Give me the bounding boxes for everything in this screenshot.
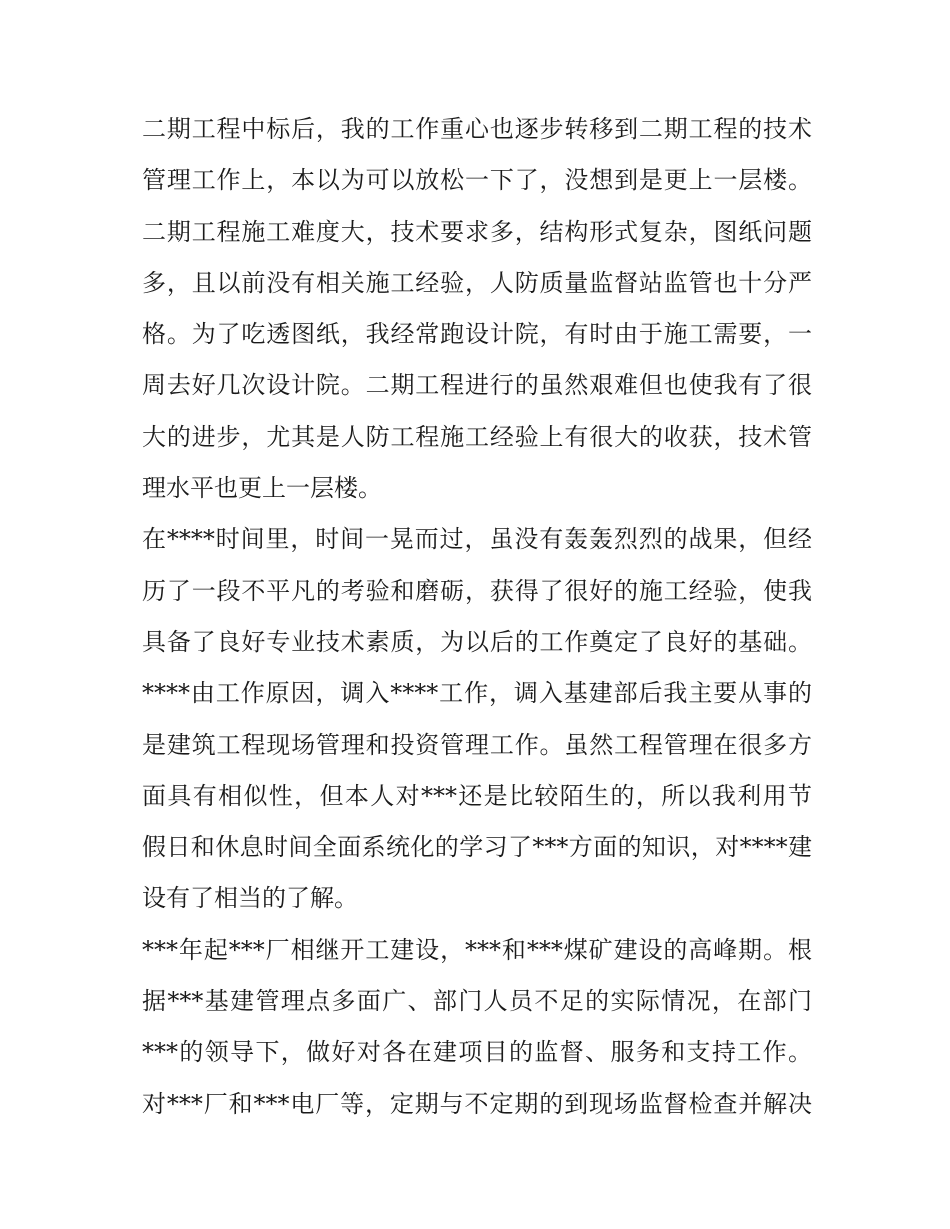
text-line: 假日和休息时间全面系统化的学习了***方面的知识，对****建 bbox=[142, 833, 812, 862]
text-line: ***年起***厂相继开工建设，***和***煤矿建设的高峰期。根 bbox=[142, 935, 812, 964]
text-line: 据***基建管理点多面广、部门人员不足的实际情况，在部门 bbox=[142, 987, 812, 1016]
text-line: 历了一段不平凡的考验和磨砺，获得了很好的施工经验，使我 bbox=[142, 576, 812, 605]
text-line: 是建筑工程现场管理和投资管理工作。虽然工程管理在很多方 bbox=[142, 730, 812, 759]
text-line: 对***厂和***电厂等，定期与不定期的到现场监督检查并解决 bbox=[142, 1089, 812, 1118]
text-line: 二期工程施工难度大，技术要求多，结构形式复杂，图纸问题 bbox=[142, 217, 812, 246]
text-line: ****由工作原因，调入****工作，调入基建部后我主要从事的 bbox=[142, 679, 812, 708]
text-line: 设有了相当的了解。 bbox=[142, 884, 358, 913]
text-line: 格。为了吃透图纸，我经常跑设计院，有时由于施工需要，一 bbox=[142, 320, 812, 349]
text-line: 具备了良好专业技术素质，为以后的工作奠定了良好的基础。 bbox=[142, 627, 812, 656]
text-line: 周去好几次设计院。二期工程进行的虽然艰难但也使我有了很 bbox=[142, 371, 812, 400]
text-line: 多，且以前没有相关施工经验，人防质量监督站监管也十分严 bbox=[142, 268, 812, 297]
text-line: 二期工程中标后，我的工作重心也逐步转移到二期工程的技术 bbox=[142, 115, 812, 143]
text-line: ***的领导下，做好对各在建项目的监督、服务和支持工作。 bbox=[142, 1038, 812, 1067]
text-line: 大的进步，尤其是人防工程施工经验上有很大的收获，技术管 bbox=[142, 422, 812, 451]
text-line: 面具有相似性，但本人对***还是比较陌生的，所以我利用节 bbox=[142, 781, 812, 810]
body-text bbox=[142, 104, 812, 1130]
text-line: 管理工作上，本以为可以放松一下了，没想到是更上一层楼。 bbox=[142, 166, 812, 195]
text-line: 在****时间里，时间一晃而过，虽没有轰轰烈烈的战果，但经 bbox=[142, 525, 812, 554]
text-line: 理水平也更上一层楼。 bbox=[142, 474, 382, 503]
